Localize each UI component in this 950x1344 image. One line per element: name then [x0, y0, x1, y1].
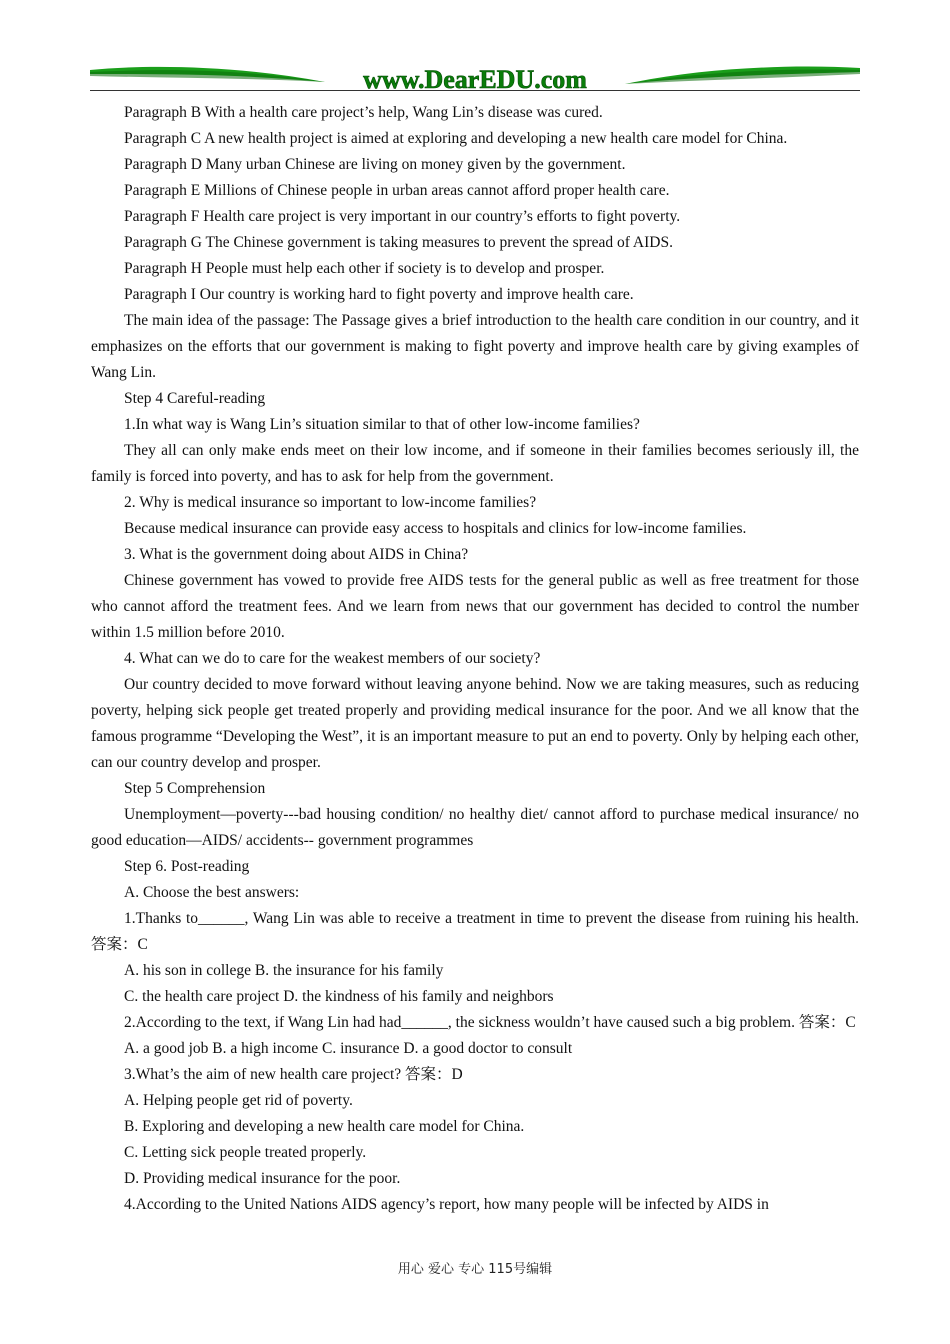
paragraph: 1.In what way is Wang Lin’s situation similar to that of other low-income families? — [124, 416, 640, 433]
paragraph: A. Choose the best answers: — [124, 884, 300, 901]
paragraph: Because medical insurance can provide easy access to hospitals and clinics for low-income families. — [124, 520, 747, 537]
paragraph: C. Letting sick people treated properly. — [124, 1144, 367, 1161]
paragraph: Paragraph H People must help each other if society is to develop and prosper. — [124, 260, 605, 277]
paragraph: Paragraph F Health care project is very important in our country’s efforts to fight poverty. — [124, 208, 681, 225]
header-divider — [90, 90, 860, 91]
paragraph: The main idea of the passage: The Passage gives a brief introduction to the health care condition in our country, and it emphasizes on the efforts that our government is making to fight poverty and improve health care by giving examples of Wang Lin. — [91, 312, 859, 381]
paragraph: 2. Why is medical insurance so important to low-income families? — [124, 494, 537, 511]
paragraph: Paragraph B With a health care project’s help, Wang Lin’s disease was cured. — [124, 104, 603, 121]
paragraph: A. Helping people get rid of poverty. — [124, 1092, 353, 1109]
paragraph: 4. What can we do to care for the weakest members of our society? — [124, 650, 541, 667]
paragraph: C. the health care project D. the kindness of his family and neighbors — [124, 988, 554, 1005]
paragraph: Step 4 Careful-reading — [124, 390, 266, 407]
paragraph: 4.According to the United Nations AIDS agency’s report, how many people will be infected by AIDS in — [124, 1196, 769, 1213]
document-body — [91, 100, 859, 1218]
paragraph: Paragraph G The Chinese government is taking measures to prevent the spread of AIDS. — [124, 234, 673, 251]
paragraph: Paragraph I Our country is working hard to fight poverty and improve health care. — [124, 286, 634, 303]
paragraph: 2.According to the text, if Wang Lin had had______, the sickness wouldn’t have caused such a big problem. 答案：C — [124, 1014, 856, 1031]
paragraph: Paragraph C A new health project is aimed at exploring and developing a new health care model for China. — [124, 130, 788, 147]
paragraph: B. Exploring and developing a new health care model for China. — [124, 1118, 525, 1135]
paragraph: Unemployment—poverty---bad housing condition/ no healthy diet/ cannot afford to purchase medical insurance/ no good education—AIDS/ accidents-- government programmes — [91, 806, 859, 849]
paragraph: Paragraph D Many urban Chinese are living on money given by the government. — [124, 156, 626, 173]
paragraph: Our country decided to move forward without leaving anyone behind. Now we are taking measures, such as reducing poverty, helping sick people get treated properly and providing medical insurance for the poor. And we all know that the famous programme “Developing the West”, it is an important measure to put an end to poverty. Only by helping each other, can our country develop and prosper. — [91, 676, 859, 771]
paragraph: Chinese government has vowed to provide free AIDS tests for the general public as well as free treatment for those who cannot afford the treatment fees. And we learn from news that our government has decided to control the number within 1.5 million before 2010. — [91, 572, 859, 641]
page-footer: 用心 爱心 专心 115号编辑 — [397, 1262, 553, 1277]
site-header-banner — [90, 60, 860, 94]
paragraph: Step 5 Comprehension — [124, 780, 266, 797]
paragraph: A. his son in college B. the insurance for his family — [124, 962, 444, 979]
paragraph: D. Providing medical insurance for the poor. — [124, 1170, 401, 1187]
paragraph: They all can only make ends meet on their low income, and if someone in their families becomes seriously ill, the family is forced into poverty, and has to ask for help from the government. — [91, 442, 859, 485]
paragraph: 1.Thanks to______, Wang Lin was able to receive a treatment in time to prevent the disease from ruining his health. 答案：C — [91, 910, 859, 953]
logo-text: www.DearEDU.com — [363, 65, 587, 94]
header-logo-graphic — [90, 60, 860, 94]
paragraph: A. a good job B. a high income C. insurance D. a good doctor to consult — [124, 1040, 573, 1057]
paragraph: Paragraph E Millions of Chinese people in urban areas cannot afford proper health care. — [124, 182, 670, 199]
paragraph: 3.What’s the aim of new health care project? 答案：D — [124, 1066, 463, 1083]
paragraph: Step 6. Post-reading — [124, 858, 250, 875]
paragraph: 3. What is the government doing about AIDS in China? — [124, 546, 469, 563]
